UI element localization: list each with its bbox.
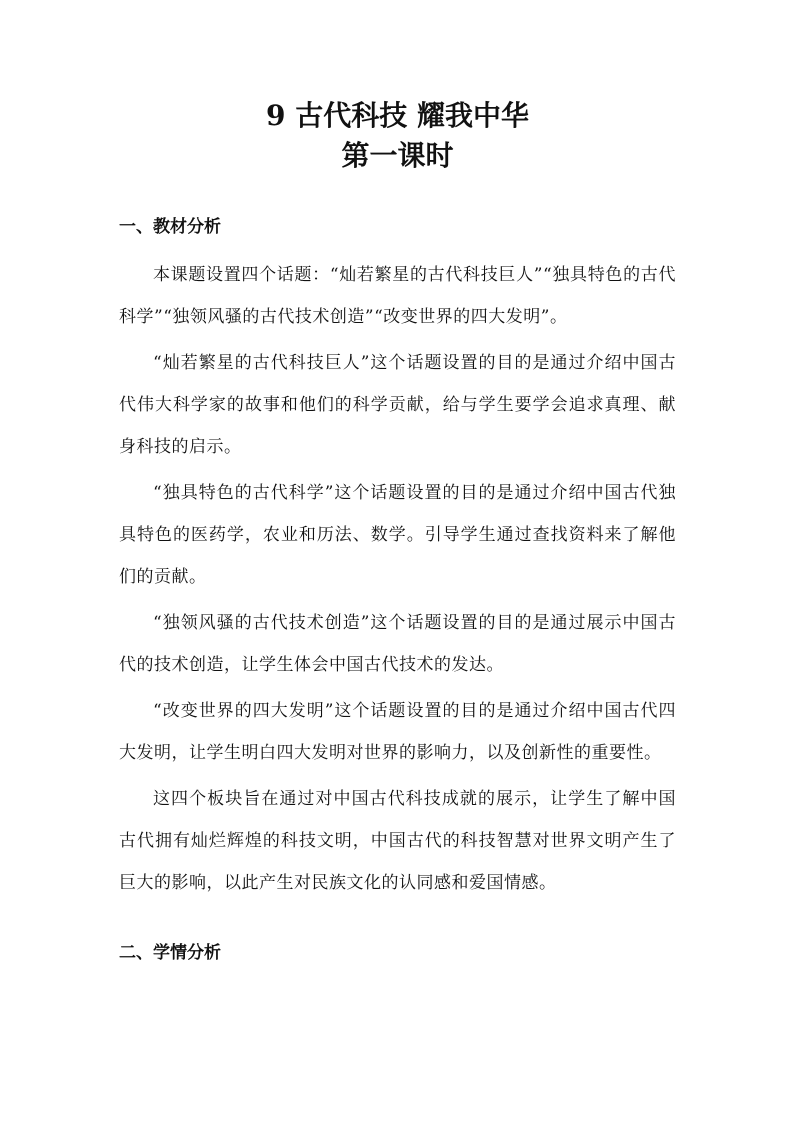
paragraph: “灿若繁星的古代科技巨人”这个话题设置的目的是通过介绍中国古代伟大科学家的故事和他们的科学贡献，给与学生要学会追求真理、献身科技的启示。 — [119, 353, 676, 457]
section-heading: 一、教材分析 — [119, 217, 221, 237]
section-heading: 二、学情分析 — [119, 943, 221, 963]
paragraph: “独具特色的古代科学”这个话题设置的目的是通过介绍中国古代独具特色的医药学，农业和历法、数学。引导学生通过查找资料来了解他们的贡献。 — [119, 483, 676, 587]
paragraph: 本课题设置四个话题：“灿若繁星的古代科技巨人”“独具特色的古代科学”“独领风骚的古代技术创造”“改变世界的四大发明”。 — [119, 265, 676, 327]
section-textbook-analysis — [119, 214, 676, 904]
paragraph: “独领风骚的古代技术创造”这个话题设置的目的是通过展示中国古代的技术创造，让学生体会中国古代技术的发达。 — [119, 613, 676, 675]
paragraph: 这四个板块旨在通过对中国古代科技成就的展示，让学生了解中国古代拥有灿烂辉煌的科技文明，中国古代的科技智慧对世界文明产生了巨大的影响，以此产生对民族文化的认同感和爱国情感。 — [119, 789, 676, 893]
section-student-analysis — [119, 940, 676, 966]
paragraph: “改变世界的四大发明”这个话题设置的目的是通过介绍中国古代四大发明，让学生明白四大发明对世界的影响力，以及创新性的重要性。 — [119, 701, 676, 763]
document-subtitle: 第一课时 — [341, 139, 454, 172]
document-title: 9 古代科技 耀我中华 — [266, 99, 529, 132]
